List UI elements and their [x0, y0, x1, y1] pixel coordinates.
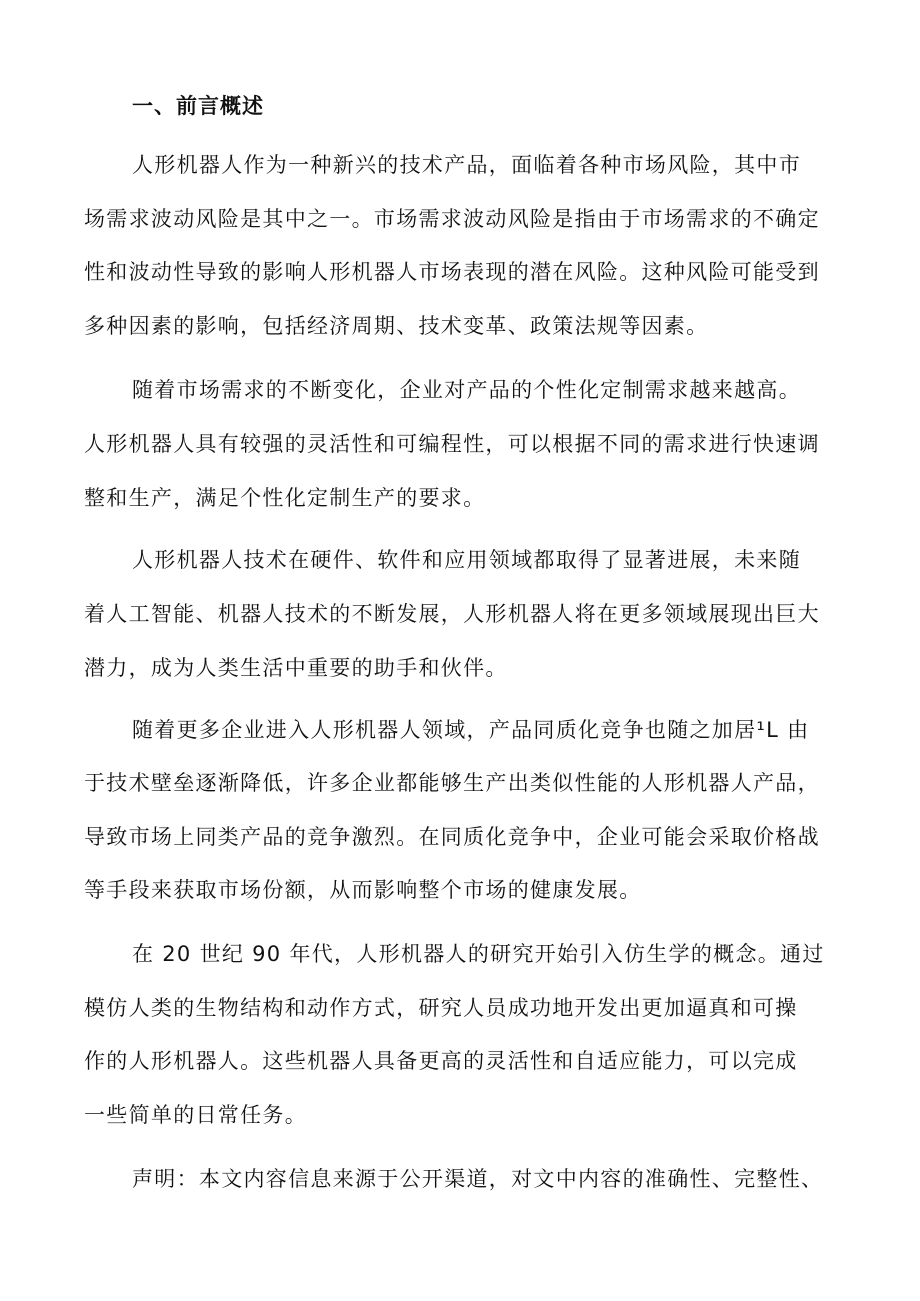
paragraph-5-line-1: 在 20 世纪 90 年代，人形机器人的研究开始引入仿生学的概念。通过: [132, 942, 825, 966]
paragraph-3-line-1: 人形机器人技术在硬件、软件和应用领域都取得了显著进展，未来随: [132, 548, 801, 572]
section-heading: 一、前言概述: [132, 94, 264, 118]
paragraph-4-line-2: 于技术壁垒逐渐降低，许多企业都能够生产出类似性能的人形机器人产品，: [84, 771, 820, 795]
paragraph-5-line-4: 一些简单的日常任务。: [84, 1103, 307, 1127]
paragraph-4-line-4: 等手段来获取市场份额，从而影响整个市场的健康发展。: [84, 878, 642, 902]
paragraph-1-line-1: 人形机器人作为一种新兴的技术产品，面临着各种市场风险，其中市: [132, 153, 801, 177]
paragraph-1-line-4: 多种因素的影响，包括经济周期、技术变革、政策法规等因素。: [84, 314, 709, 338]
paragraph-2-line-1: 随着市场需求的不断变化，企业对产品的个性化定制需求越来越高。: [132, 378, 801, 402]
paragraph-4-line-1: 随着更多企业进入人形机器人领域，产品同质化竞争也随之加居¹L 由: [132, 718, 810, 742]
paragraph-5-line-2: 模仿人类的生物结构和动作方式，研究人员成功地开发出更加逼真和可操: [84, 996, 798, 1020]
paragraph-1-line-2: 场需求波动风险是其中之一。市场需求波动风险是指由于市场需求的不确定: [84, 207, 820, 231]
paragraph-3-line-3: 潜力，成为人类生活中重要的助手和伙伴。: [84, 656, 508, 680]
paragraph-2-line-3: 整和生产，满足个性化定制生产的要求。: [84, 486, 486, 510]
disclaimer-line-1: 声明：本文内容信息来源于公开渠道，对文中内容的准确性、完整性、: [132, 1167, 824, 1191]
paragraph-1-line-3: 性和波动性导致的影响人形机器人市场表现的潜在风险。这种风险可能受到: [84, 260, 820, 284]
paragraph-2-line-2: 人形机器人具有较强的灵活性和可编程性，可以根据不同的需求进行快速调: [84, 432, 820, 456]
paragraph-3-line-2: 着人工智能、机器人技术的不断发展，人形机器人将在更多领域展现出巨大: [84, 602, 820, 626]
paragraph-4-line-3: 导致市场上同类产品的竞争激烈。在同质化竞争中，企业可能会采取价格战: [84, 825, 820, 849]
paragraph-5-line-3: 作的人形机器人。这些机器人具备更高的灵活性和自适应能力，可以完成: [84, 1049, 798, 1073]
